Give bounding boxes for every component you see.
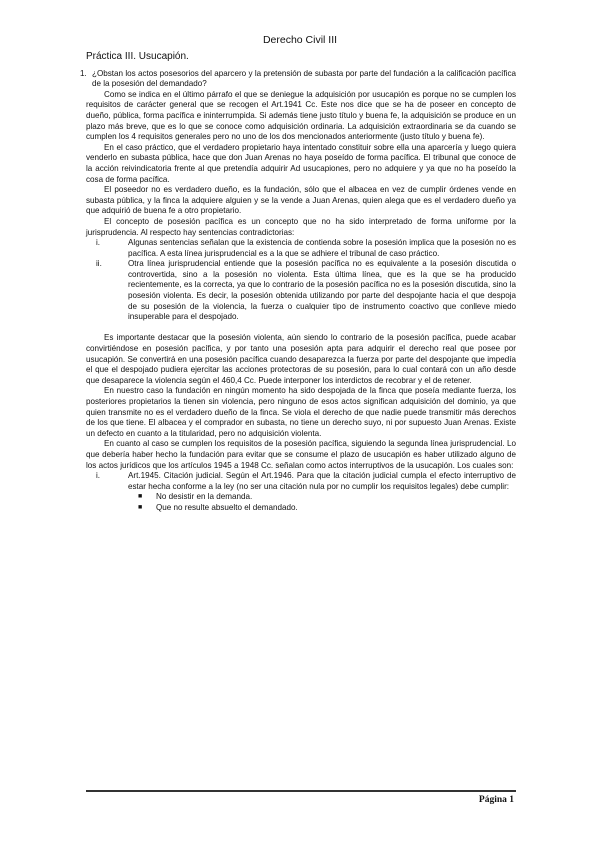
spacer bbox=[86, 323, 516, 334]
square-bullet-icon: ■ bbox=[138, 493, 143, 501]
question-number: 1. bbox=[80, 68, 87, 78]
question-item bbox=[80, 68, 516, 90]
paragraph: En cuanto al caso se cumplen los requisitos de la posesión pacífica, siguiendo la segunda línea jurisprudencial. Lo que debería haber hecho la fundación para evitar que se consume el plazo de usucapión es haber utilizado alguno de los actos jurídicos que los artículos 1945 a 1948 Cc. señalan como actos interruptivos de la usucapión. Los cuales son: bbox=[86, 439, 516, 470]
list-item bbox=[92, 259, 516, 323]
list-marker: i. bbox=[96, 238, 101, 248]
question-text: ¿Obstan los actos posesorios del aparcero y la pretensión de subasta por parte del fundación a la calificación pacífica de la posesión del demandado? bbox=[92, 68, 516, 89]
document-subtitle: Práctica III. Usucapión. bbox=[86, 51, 189, 62]
bullet-item bbox=[138, 503, 516, 514]
page-number: Página 1 bbox=[478, 795, 514, 805]
paragraph: El poseedor no es verdadero dueño, es la fundación, sólo que el albacea en vez de cumplir órdenes vende en subasta pública, y la finca la adquiere alguien y se la vende a Juan Arenas, quien alega que es el verdadero dueño ya que adquirió de buena fe a otro propietario. bbox=[86, 185, 516, 216]
roman-list bbox=[92, 238, 516, 323]
bullet-text: Que no resulte absuelto el demandado. bbox=[156, 502, 298, 512]
roman-list bbox=[92, 471, 516, 492]
paragraph: Como se indica en el último párrafo el que se deniegue la adquisición por usucapión es porque no se cumplen los requisitos de carácter general que se recogen el Art.1941 Cc. Este nos dice que se ha de poseer en concepto de dueño, pública, forma pacífica e ininterrumpida. Si además tiene justo título y buena fe, la adquisición se produce en un plazo más breve, que es lo que se conoce como adquisición ordinaria. La adquisición extraordinaria se da cuando se cumplen los 4 requisitos generales pero no uno de los dos mencionados anteriormente (justo título y buena fe). bbox=[86, 89, 516, 142]
bullet-item bbox=[138, 492, 516, 503]
paragraph: En nuestro caso la fundación en ningún momento ha sido despojada de la finca que poseía mediante fuerza, los posteriores propietarios la tienen sin violencia, pero ninguno de esos actos significan adquisición del dominio, ya que quien transmite no es el verdadero dueño de la finca. Se viola el derecho de que nadie puede transmitir más derechos de los que tiene. El albacea y el comprador en subasta, no tiene un derecho suyo, ni por supuesto Juan Arenas. Existe un defecto en cuanto a la titularidad, pero no adquisición violenta. bbox=[86, 386, 516, 438]
list-marker: i. bbox=[96, 471, 101, 481]
list-item-text: Art.1945. Citación judicial. Según el Art.1946. Para que la citación judicial cumpla el efecto interruptivo de estar hecha conforme a la ley (no ser una citación nula por no cumplir los requisitos legales) debe cumplir: bbox=[128, 471, 516, 491]
square-bullet-icon: ■ bbox=[138, 503, 143, 511]
paragraph: El concepto de posesión pacífica es un concepto que no ha sido interpretado de forma uniforme por la jurisprudencia. Al respecto hay sentencias contradictorias: bbox=[86, 216, 516, 237]
list-item bbox=[92, 238, 516, 259]
footer-rule bbox=[86, 790, 516, 792]
list-item-text: Otra línea jurisprudencial entiende que la posesión pacífica no es equivalente a la posesión discutida o controvertida, sino a la posesión no violenta. Esta última línea, que es la que se ha producido recientemente, es la correcta, ya que lo contrario de la posesión pacífica no es la posesión discutida, sino la posesión violenta. Es decir, la posesión obtenida utilizando por parte del despojante hacia el que despoja de su posesión de la violencia, la fuerza o cualquier tipo de instrumento coactivo que conlleve miedo insuperable para el despojado. bbox=[128, 259, 516, 322]
list-marker: ii. bbox=[96, 259, 102, 269]
bullet-text: No desistir en la demanda. bbox=[156, 492, 253, 502]
list-item-text: Algunas sentencias señalan que la existencia de contienda sobre la posesión implica que la posesión no es pacífica. A esta línea jurisprudencial es a la que se adhiere el tribunal de caso práctico. bbox=[128, 238, 516, 258]
page-header: Derecho Civil III bbox=[262, 34, 338, 46]
list-item bbox=[92, 471, 516, 492]
paragraph: En el caso práctico, que el verdadero propietario haya intentado constituir sobre ella una aparcería y luego quiera venderlo en subasta pública, hace que don Juan Arenas no haya poseído de forma pacífica. El tribunal que conoce de la acción reivindicatoria frente al que pretendía adquirir Ad usucapiones, pero no adquiere y ya que no ha poseído la cosa de forma pacífica. bbox=[86, 142, 516, 184]
document-body bbox=[80, 51, 516, 514]
paragraph: Es importante destacar que la posesión violenta, aún siendo lo contrario de la posesión pacífica, puede acabar convirtiéndose en posesión pacífica, y por tanto una posesión apta para adquirir el derecho real que posee por usucapión. Se convertirá en una posesión pacífica cuando desaparezca la fuerza por parte del despojante que impedía el que el despojado pudiera ejercitar las acciones protectoras de su posesión, para lo cual contará con un año desde que desaparece la violencia según el 460,4 Cc. Puede interponer los interdictos de recobrar y el de retener. bbox=[86, 333, 516, 385]
